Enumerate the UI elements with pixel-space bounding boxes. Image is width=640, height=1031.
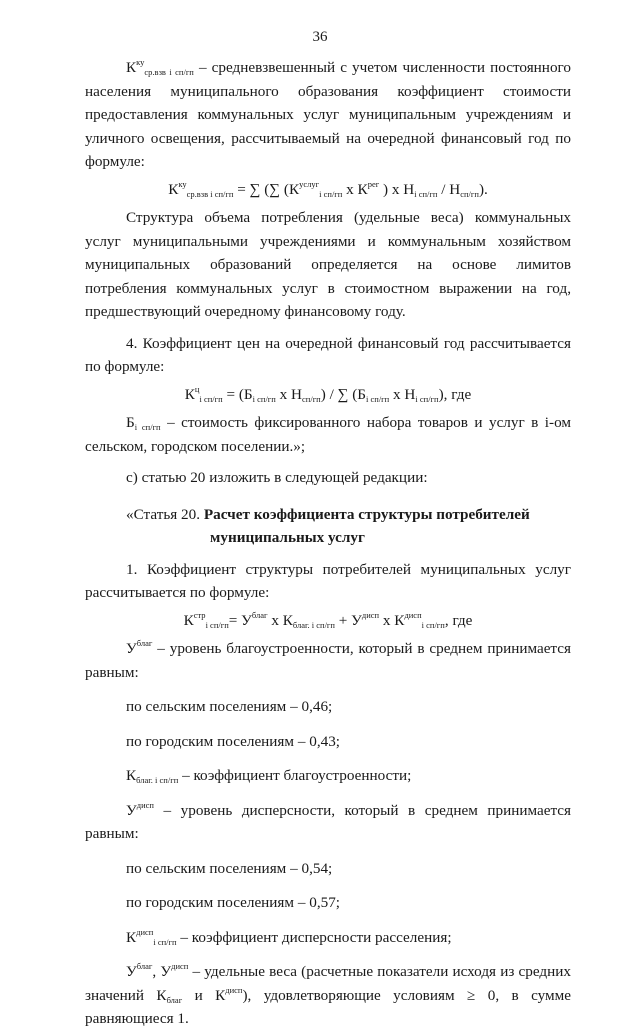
superscript: дисп bbox=[171, 961, 189, 971]
list-item-rural-blag: по сельским поселениям – 0,46; bbox=[126, 698, 333, 715]
definition-text: – уровень дисперсности, который в среднем принимается равным: bbox=[85, 801, 571, 842]
formula-part: = (Б bbox=[222, 385, 253, 403]
symbol: У bbox=[126, 801, 137, 819]
formula-part: / Н bbox=[437, 180, 461, 198]
formula-part: x Н bbox=[275, 385, 303, 403]
definition-text: – коэффициент дисперсности расселения; bbox=[176, 928, 452, 946]
subscript: i сп/гп bbox=[252, 393, 276, 404]
symbol: К bbox=[183, 611, 194, 629]
superscript: благ bbox=[136, 961, 153, 971]
formula-part: ). bbox=[478, 180, 488, 198]
page-number: 36 bbox=[312, 29, 328, 45]
superscript: благ bbox=[136, 638, 153, 648]
symbol: К bbox=[184, 385, 195, 403]
formula-part: = ∑ (∑ (К bbox=[233, 180, 300, 198]
subscript: благ. i сп/гп bbox=[292, 619, 335, 630]
superscript: дисп bbox=[225, 984, 243, 995]
subscript: i сп/гп bbox=[199, 393, 223, 404]
formula-part: x К bbox=[379, 611, 405, 629]
paragraph-u-disp-definition bbox=[85, 799, 571, 846]
definition-text: – удельные веса (расчетные показатели исходя из средних значений К bbox=[85, 963, 571, 1004]
subscript: i сп/гп bbox=[153, 936, 177, 947]
subscript: сп/гп bbox=[302, 393, 321, 404]
subscript: благ bbox=[166, 994, 183, 1005]
formula-k-str bbox=[85, 609, 571, 633]
definition-text: – уровень благоустроенности, который в среднем принимается равным: bbox=[85, 640, 571, 681]
paragraph-b-definition bbox=[85, 411, 571, 458]
subscript: i сп/гп bbox=[366, 393, 390, 404]
list-item-urban-blag: по городским поселениям – 0,43; bbox=[126, 732, 341, 750]
superscript: ку bbox=[178, 178, 187, 189]
paragraph-structure-coefficient: 1. Коэффициент структуры потребителей муниципальных услуг рассчитывается по формуле: bbox=[85, 560, 571, 601]
formula-part: , где bbox=[444, 611, 473, 629]
definition-text: и К bbox=[182, 986, 226, 1004]
subscript: i сп/гп bbox=[319, 188, 343, 199]
superscript: стр bbox=[193, 609, 206, 620]
superscript: дисп bbox=[404, 609, 422, 620]
article-prefix: «Статья 20. bbox=[126, 505, 204, 523]
paragraph-k-ku-definition bbox=[85, 56, 571, 174]
paragraph-k-disp-definition bbox=[85, 926, 571, 950]
subscript: ср.взв i сп/гп bbox=[144, 67, 194, 77]
superscript: дисп bbox=[361, 609, 380, 620]
document-body bbox=[85, 56, 571, 1031]
superscript: дисп bbox=[136, 799, 154, 810]
formula-part: , У bbox=[152, 963, 172, 980]
formula-part: x К bbox=[267, 611, 293, 629]
subscript: i сп/гп bbox=[421, 619, 445, 630]
subscript: i сп/гп bbox=[134, 422, 161, 432]
formula-part: = У bbox=[228, 611, 252, 629]
paragraph-price-coefficient: 4. Коэффициент цен на очередной финансовый год рассчитывается по формуле: bbox=[85, 334, 571, 375]
formula-k-ku bbox=[85, 178, 571, 202]
superscript: ку bbox=[136, 57, 145, 67]
superscript: рег bbox=[367, 178, 380, 189]
paragraph-k-blag-definition bbox=[85, 764, 571, 788]
subscript: i сп/гп bbox=[415, 393, 439, 404]
subscript: сп/гп bbox=[460, 188, 479, 199]
list-item-rural-disp: по сельским поселениям – 0,54; bbox=[126, 859, 333, 877]
symbol: К bbox=[126, 767, 137, 784]
subscript: ср.взв i сп/гп bbox=[186, 188, 234, 199]
subscript: благ. i сп/гп bbox=[136, 775, 179, 785]
symbol: К bbox=[126, 928, 137, 946]
formula-part: ), где bbox=[438, 385, 472, 403]
symbol: У bbox=[126, 963, 137, 980]
definition-text: ), удовлетворяющие условиям ≥ 0, в сумме равняющиеся 1. bbox=[85, 986, 571, 1027]
article-heading bbox=[85, 503, 571, 527]
formula-k-ts bbox=[85, 383, 571, 407]
symbol: У bbox=[126, 640, 137, 657]
article-title-line1: Расчет коэффициента структуры потребителей bbox=[203, 505, 530, 523]
formula-part: x Н bbox=[389, 385, 416, 403]
superscript: ц bbox=[194, 383, 200, 394]
superscript: дисп bbox=[136, 926, 154, 937]
paragraph-u-blag-definition bbox=[85, 637, 571, 684]
paragraph-structure: Структура объема потребления (удельные веса) коммунальных услуг муниципальными учреждениями и коммунальным хозяйством муниципальных образований определяется на основе лимитов потребления коммунальных услуг в стоимостном выражении на год, предшествующий очередному финансовому году. bbox=[85, 209, 571, 320]
symbol: К bbox=[168, 180, 179, 198]
symbol: К bbox=[126, 59, 137, 76]
definition-text: – средневзвешенный с учетом численности постоянного населения муниципального образования коэффициент стоимости предоставления коммунальных услуг муниципальным учреждениям и уличного освещения, рассчитываемый на очередной финансовый год по формуле: bbox=[85, 59, 571, 170]
article-title-line2: муниципальных услуг bbox=[210, 529, 365, 546]
definition-text: – стоимость фиксированного набора товаров и услуг в i-ом сельском, городском поселении.»; bbox=[85, 414, 571, 455]
superscript: услуг bbox=[299, 178, 320, 189]
formula-part: ) / ∑ (Б bbox=[320, 385, 367, 403]
formula-part: x К bbox=[342, 180, 368, 198]
definition-text: – коэффициент благоустроенности; bbox=[178, 767, 412, 784]
symbol: Б bbox=[126, 414, 135, 431]
subscript: i сп/гп bbox=[414, 188, 438, 199]
formula-part: ) x Н bbox=[379, 180, 415, 198]
subscript: i сп/гп bbox=[205, 619, 229, 630]
superscript: благ bbox=[251, 609, 268, 620]
formula-part: + У bbox=[334, 611, 362, 629]
paragraph-weights-definition bbox=[85, 960, 571, 1031]
list-item-urban-disp: по городским поселениям – 0,57; bbox=[126, 894, 341, 911]
paragraph-article-20-intro: с) статью 20 изложить в следующей редакции: bbox=[126, 469, 428, 486]
